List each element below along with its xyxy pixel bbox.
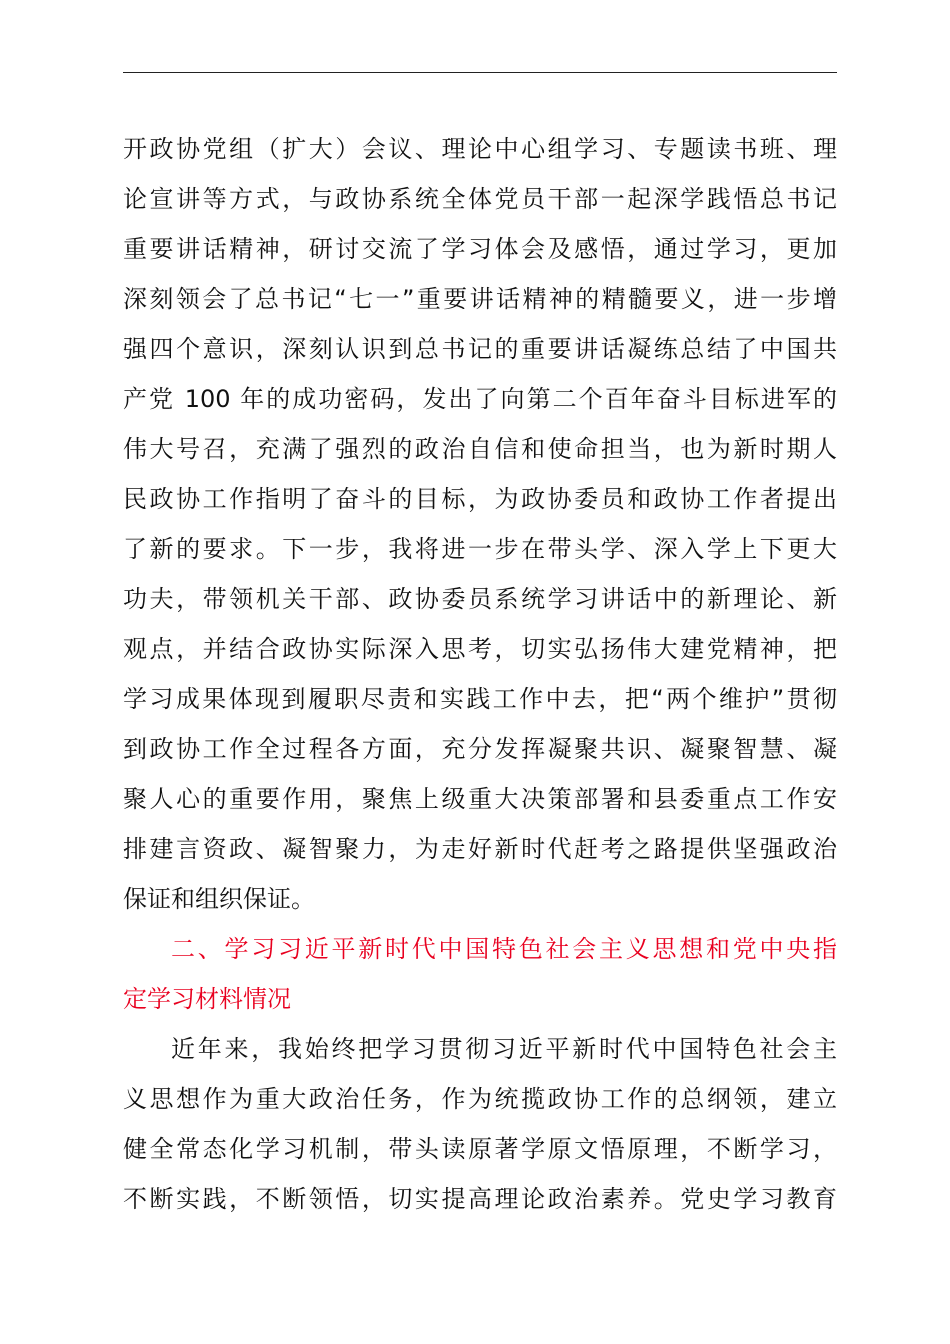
paragraph-line: 了新的要求。下一步，我将进一步在带头学、深入学上下更大	[123, 535, 837, 563]
section-heading: 二、学习习近平新时代中国特色社会主义思想和党中央指	[171, 935, 837, 963]
paragraph-line: 义思想作为重大政治任务，作为统揽政协工作的总纲领，建立	[123, 1085, 837, 1113]
paragraph-line: 深刻领会了总书记“七一”重要讲话精神的精髓要义，进一步增	[123, 285, 837, 313]
paragraph-line: 伟大号召，充满了强烈的政治自信和使命担当，也为新时期人	[123, 435, 837, 463]
paragraph-line: 功夫，带领机关干部、政协委员系统学习讲话中的新理论、新	[123, 585, 837, 613]
paragraph-line: 不断实践，不断领悟，切实提高理论政治素养。党史学习教育	[123, 1185, 837, 1213]
document-body	[123, 124, 837, 1224]
paragraph-line: 重要讲话精神，研讨交流了学习体会及感悟，通过学习，更加	[123, 235, 837, 263]
paragraph-line: 保证和组织保证。	[123, 885, 315, 913]
paragraph-line: 到政协工作全过程各方面，充分发挥凝聚共识、凝聚智慧、凝	[123, 735, 837, 763]
paragraph-line: 开政协党组（扩大）会议、理论中心组学习、专题读书班、理	[123, 135, 837, 163]
header-rule	[123, 72, 837, 73]
paragraph-line: 论宣讲等方式，与政协系统全体党员干部一起深学践悟总书记	[123, 185, 837, 213]
paragraph-line: 产党 100 年的成功密码，发出了向第二个百年奋斗目标进军的	[123, 385, 837, 413]
paragraph-line: 观点，并结合政协实际深入思考，切实弘扬伟大建党精神，把	[123, 635, 837, 663]
paragraph-line: 近年来，我始终把学习贯彻习近平新时代中国特色社会主	[171, 1035, 837, 1063]
paragraph-line: 健全常态化学习机制，带头读原著学原文悟原理，不断学习，	[123, 1135, 837, 1163]
section-heading: 定学习材料情况	[123, 985, 291, 1013]
paragraph-line: 排建言资政、凝智聚力，为走好新时代赶考之路提供坚强政治	[123, 835, 837, 863]
paragraph-line: 聚人心的重要作用，聚焦上级重大决策部署和县委重点工作安	[123, 785, 837, 813]
paragraph-line: 强四个意识，深刻认识到总书记的重要讲话凝练总结了中国共	[123, 335, 837, 363]
paragraph-line: 民政协工作指明了奋斗的目标，为政协委员和政协工作者提出	[123, 485, 837, 513]
paragraph-line: 学习成果体现到履职尽责和实践工作中去，把“两个维护”贯彻	[123, 685, 837, 713]
